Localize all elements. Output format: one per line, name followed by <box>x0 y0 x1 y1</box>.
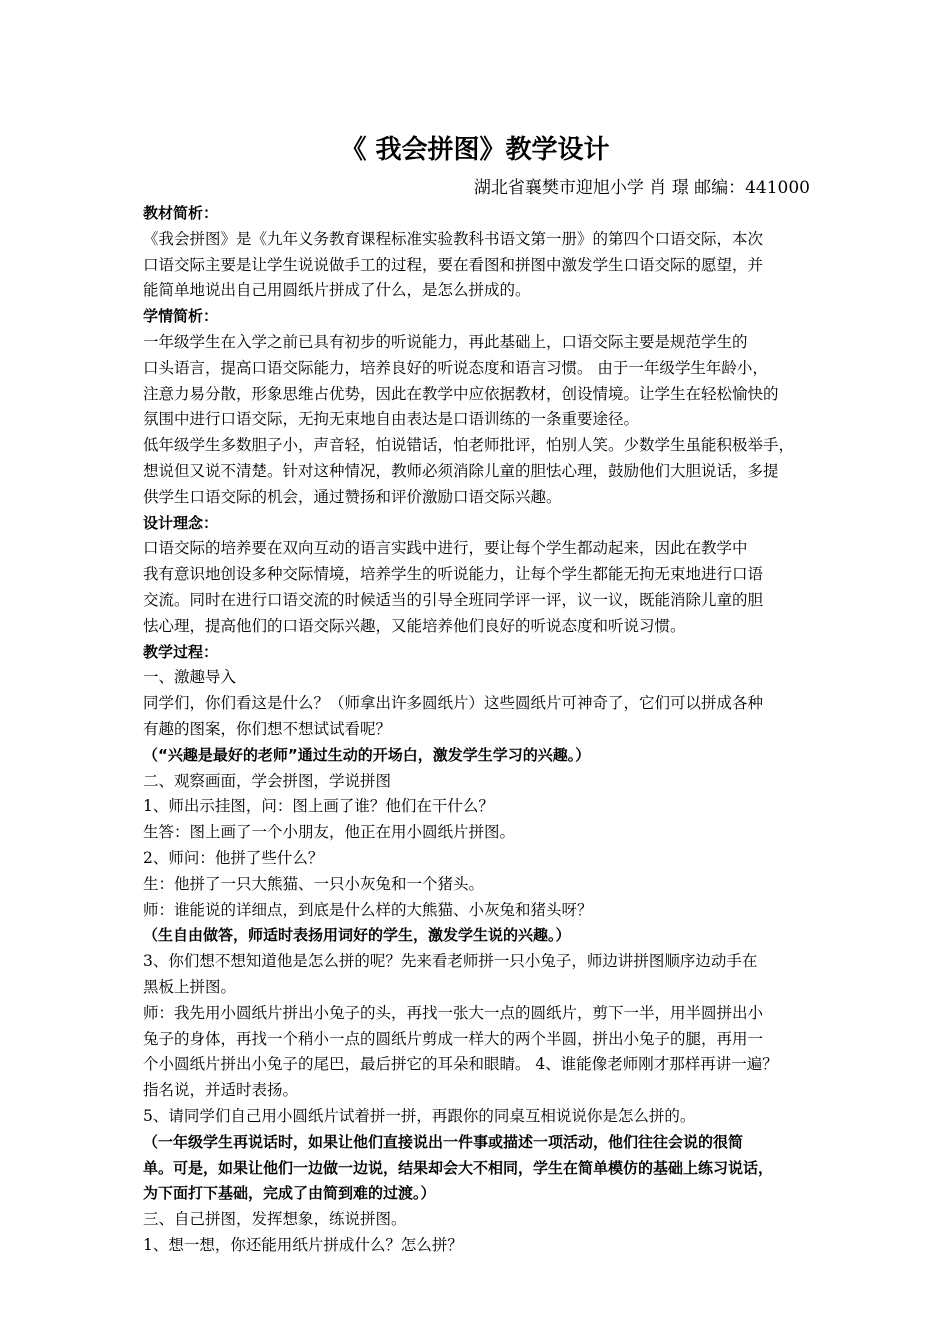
bold-paragraph-line: 教学过程： <box>143 642 219 661</box>
author-line: 湖北省襄樊市迎旭小学 肖 璟 邮编：441000 <box>473 178 810 198</box>
paragraph-line: 我有意识地创设多种交际情境，培养学生的听说能力，让每个学生都能无拘无束地进行口语 <box>143 565 764 584</box>
bold-paragraph-line: 教材简析： <box>143 204 219 222</box>
bold-paragraph-line: 为下面打下基础，完成了由简到难的过渡。） <box>143 1184 436 1203</box>
paragraph-line: 3、你们想不想知道他是怎么拼的呢？先来看老师拼一只小兔子，师边讲拼图顺序边动手在 <box>143 952 758 971</box>
bold-paragraph-line: 学情简析： <box>143 307 219 326</box>
paragraph-line: 一年级学生在入学之前已具有初步的听说能力，再此基础上，口语交际主要是规范学生的 <box>143 333 748 351</box>
paragraph-line: 2、师问：他拼了些什么？ <box>143 849 324 867</box>
paragraph-line: 怯心理，提高他们的口语交际兴趣，又能培养他们良好的听说态度和听说习惯。 <box>143 616 686 635</box>
paragraph-line: 氛围中进行口语交际，无拘无束地自由表达是口语训练的一条重要途径。 <box>143 410 640 429</box>
paragraph-line: 想说但又说不清楚。针对这种情况，教师必须消除儿童的胆怯心理，鼓励他们大胆说话，多提 <box>143 462 779 480</box>
paragraph-line: 同学们，你们看这是什么？（师拿出许多圆纸片）这些圆纸片可神奇了，它们可以拼成各种 <box>143 694 764 713</box>
paragraph-line: 口语交际主要是让学生说说做手工的过程，要在看图和拼图中激发学生口语交际的愿望，并 <box>143 255 764 274</box>
bold-paragraph-line: （“兴趣是最好的老师”通过生动的开场白，激发学生学习的兴趣。） <box>143 745 591 764</box>
paragraph-line: 黑板上拼图。 <box>143 978 237 996</box>
bold-paragraph-line: （生自由做答，师适时表扬用词好的学生，激发学生说的兴趣。） <box>143 926 571 945</box>
paragraph-line: 指名说，并适时表扬。 <box>143 1081 299 1100</box>
paragraph-line: 交流。同时在进行口语交流的时候适当的引导全班同学评一评，议一议，既能消除儿童的胆 <box>143 591 764 609</box>
bold-paragraph-line: 单。可是，如果让他们一边做一边说，结果却会大不相同，学生在简单模仿的基础上练习说话， <box>143 1158 774 1177</box>
paragraph-line: 低年级学生多数胆子小，声音轻，怕说错话，怕老师批评，怕别人笑。少数学生虽能积极举手， <box>143 436 795 455</box>
paragraph-line: 生答：图上画了一个小朋友，他正在用小圆纸片拼图。 <box>143 823 516 842</box>
paragraph-line: 兔子的身体，再找一个稍小一点的圆纸片剪成一样大的两个半圆，拼出小兔子的腿，再用一 <box>143 1029 764 1048</box>
paragraph-line: 5、请同学们自己用小圆纸片试着拼一拼，再跟你的同桌互相说说你是怎么拼的。 <box>143 1107 696 1125</box>
paragraph-line: 个小圆纸片拼出小兔子的尾巴，最后拼它的耳朵和眼睛。 4、谁能像老师刚才那样再讲一遍？ <box>143 1055 778 1074</box>
bold-paragraph-line: （一年级学生再说话时，如果让他们直接说出一件事或描述一项活动，他们往往会说的很简 <box>143 1132 744 1151</box>
paragraph-line: 口头语言，提高口语交际能力，培养良好的听说态度和语言习惯。 由于一年级学生年龄小， <box>143 358 768 377</box>
paragraph-line: 1、师出示挂图，问：图上画了谁？他们在干什么？ <box>143 797 494 816</box>
paragraph-line: 《我会拼图》是《九年义务教育课程标准实验教科书语文第一册》的第四个口语交际，本次 <box>143 229 764 248</box>
paragraph-line: 师：谁能说的详细点，到底是什么样的大熊猫、小灰兔和猪头呀？ <box>143 900 593 919</box>
paragraph-line: 有趣的图案，你们想不想试试看呢？ <box>143 720 392 738</box>
paragraph-line: 三、自己拼图，发挥想象，练说拼图。 <box>143 1210 407 1229</box>
paragraph-line: 口语交际的培养要在双向互动的语言实践中进行，要让每个学生都动起来，因此在教学中 <box>143 539 748 558</box>
bold-paragraph-line: 设计理念： <box>143 513 219 532</box>
paragraph-line: 注意力易分散，形象思维占优势，因此在教学中应依据教材，创设情境。让学生在轻松愉快的 <box>143 384 779 403</box>
paragraph-line: 师：我先用小圆纸片拼出小兔子的头，再找一张大一点的圆纸片，剪下一半，用半圆拼出小 <box>143 1003 764 1022</box>
paragraph-line: 能简单地说出自己用圆纸片拼成了什么，是怎么拼成的。 <box>143 281 531 300</box>
paragraph-line: 供学生口语交际的机会，通过赞扬和评价激励口语交际兴趣。 <box>143 487 562 506</box>
paragraph-line: 1、想一想，你还能用纸片拼成什么？怎么拼？ <box>143 1236 463 1254</box>
paragraph-line: 一、激趣导入 <box>143 668 237 687</box>
paragraph-line: 二、观察画面，学会拼图，学说拼图 <box>143 771 392 790</box>
document-title: 《 我会拼图》教学设计 <box>340 135 610 165</box>
paragraph-line: 生：他拼了一只大熊猫、一只小灰兔和一个猪头。 <box>143 874 485 893</box>
